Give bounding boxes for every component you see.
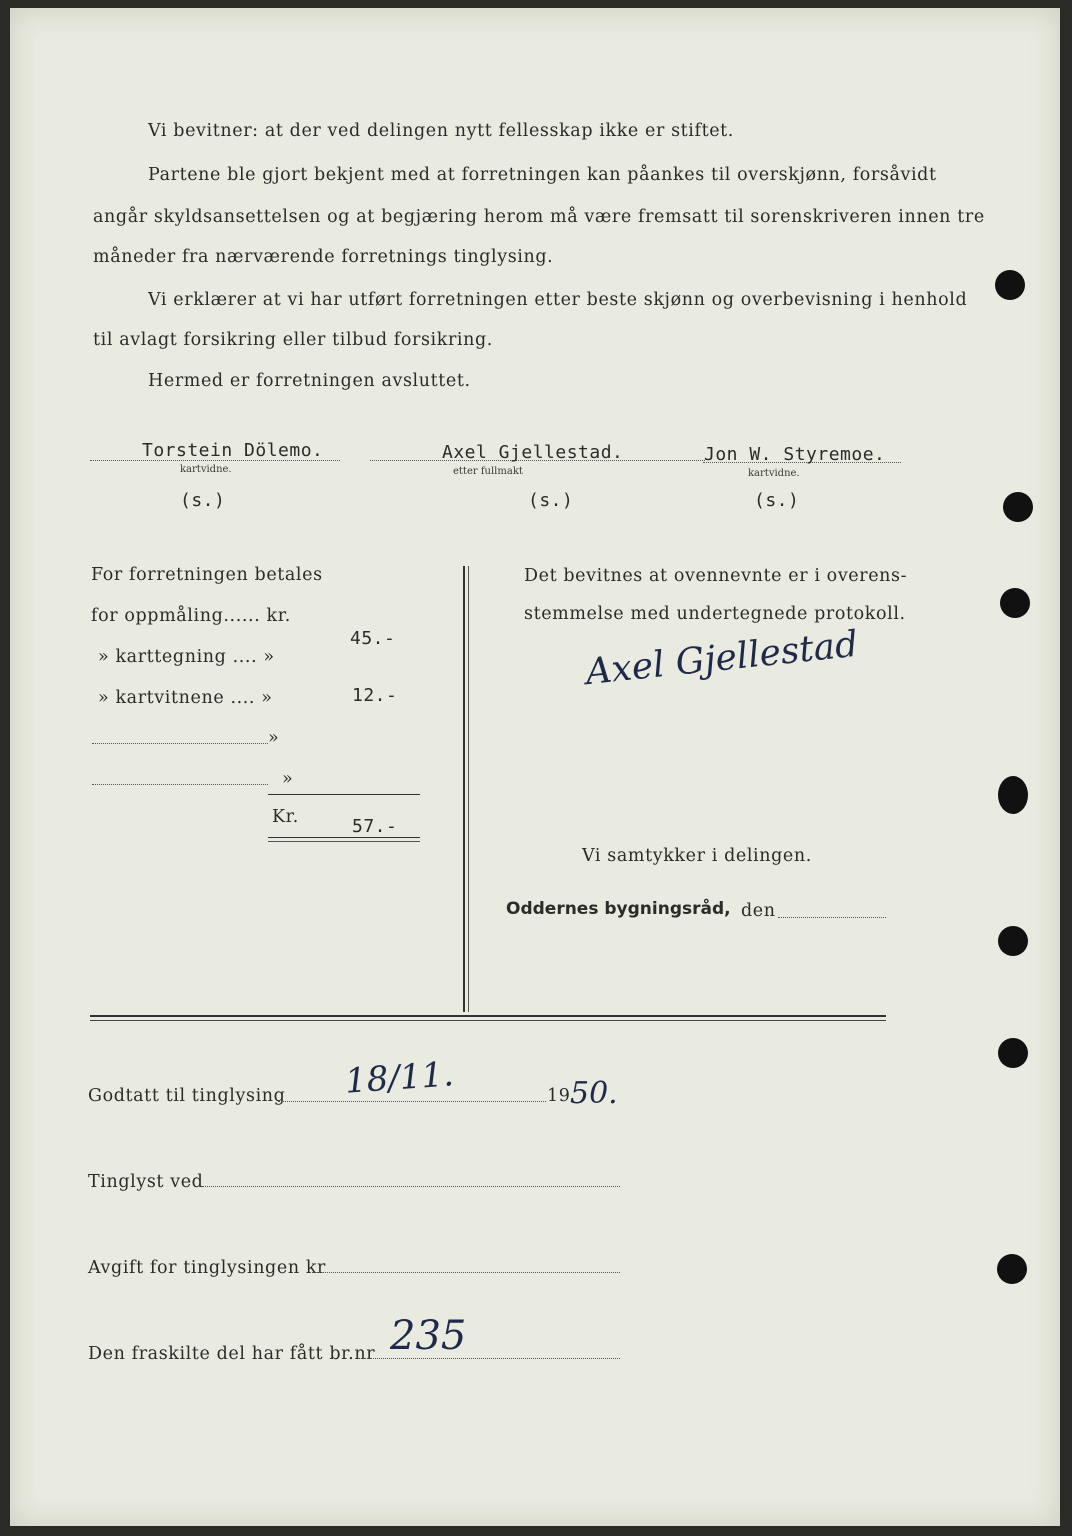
fees-value-witnesses: 12.- [352, 685, 398, 706]
fees-value-mapping: 45.- [350, 628, 396, 649]
council-label: Oddernes bygningsråd, [506, 899, 731, 919]
paragraph-witness: Vi bevitner: at der ved delingen nytt fellesskap ikke er stiftet. [148, 121, 734, 141]
column-divider-right [468, 566, 469, 1012]
punch-hole-2 [1003, 492, 1033, 522]
fees-total-rule-1 [268, 837, 420, 838]
approved-year-prefix: 19 [547, 1086, 571, 1106]
signature-name-1: Torstein Dölemo. [142, 440, 324, 461]
approved-label: Godtatt til tinglysing [88, 1086, 286, 1106]
signature-name-2: Axel Gjellestad. [442, 442, 624, 463]
registered-label: Tinglyst ved [88, 1172, 204, 1192]
approved-date-line [278, 1101, 546, 1102]
fee-line [312, 1272, 620, 1273]
column-divider-left [463, 566, 465, 1012]
fees-row-measurement: for oppmåling...... kr. [91, 606, 291, 626]
fees-heading: For forretningen betales [91, 565, 323, 585]
signature-caption-1: kartvidne. [180, 464, 232, 475]
certification-text-line1: Det bevitnes at ovennevnte er i overens- [524, 566, 908, 586]
registered-line [202, 1186, 620, 1187]
fees-blank-line-1 [92, 743, 268, 744]
paragraph-declaration-line1: Vi erklærer at vi har utført forretningen etter beste skjønn og overbevisning i henhold [148, 290, 968, 310]
approved-date-hand: 18/11. [343, 1054, 456, 1102]
section-rule-2 [90, 1020, 886, 1021]
signature-caption-3: kartvidne. [748, 468, 800, 479]
council-date-line [778, 917, 886, 918]
fees-total-rule-2 [268, 841, 420, 842]
punch-hole-4 [998, 776, 1028, 814]
fees-total-label: Kr. [272, 807, 299, 827]
approved-year-hand: 50. [570, 1076, 618, 1111]
section-rule-1 [90, 1015, 886, 1017]
handwritten-signature: Axel Gjellestad [583, 623, 860, 694]
punch-hole-1 [995, 270, 1025, 300]
fees-row-witnesses: » kartvitnene .... » [98, 688, 273, 708]
signature-seal-3: (s.) [754, 490, 800, 511]
signature-name-3: Jon W. Styremoe. [704, 444, 886, 465]
fees-row4-mark: » [268, 728, 280, 748]
council-den: den [741, 901, 776, 921]
paragraph-declaration-line2: til avlagt forsikring eller tilbud forsikring. [93, 330, 493, 350]
fees-sum-rule [268, 794, 420, 795]
punch-hole-7 [997, 1254, 1027, 1284]
paragraph-closing: Hermed er forretningen avsluttet. [148, 371, 471, 391]
brnr-label: Den fraskilte del har fått br.nr [88, 1344, 376, 1364]
paragraph-appeal-line2: angår skyldsansettelsen og at begjæring herom må være fremsatt til sorenskriveren innen tre [93, 207, 985, 227]
certification-text-line2: stemmelse med undertegnede protokoll. [524, 604, 906, 624]
signature-caption-2: etter fullmakt [453, 466, 523, 477]
signature-seal-1: (s.) [180, 490, 226, 511]
punch-hole-6 [998, 1038, 1028, 1068]
signature-seal-2: (s.) [528, 490, 574, 511]
fees-row5-mark: » [282, 769, 294, 789]
fees-row-mapping: » karttegning .... » [98, 647, 275, 667]
punch-hole-5 [998, 926, 1028, 956]
fees-total-value: 57.- [352, 816, 398, 837]
consent-text: Vi samtykker i delingen. [582, 846, 812, 866]
brnr-hand: 235 [390, 1313, 467, 1359]
fee-label: Avgift for tinglysingen kr [88, 1258, 327, 1278]
paragraph-appeal-line1: Partene ble gjort bekjent med at forretningen kan påankes til overskjønn, forsåvidt [148, 165, 937, 185]
fees-blank-line-2 [92, 784, 268, 785]
paragraph-appeal-line3: måneder fra nærværende forretnings tinglysing. [93, 247, 554, 267]
document-page [10, 8, 1060, 1526]
punch-hole-3 [1000, 588, 1030, 618]
